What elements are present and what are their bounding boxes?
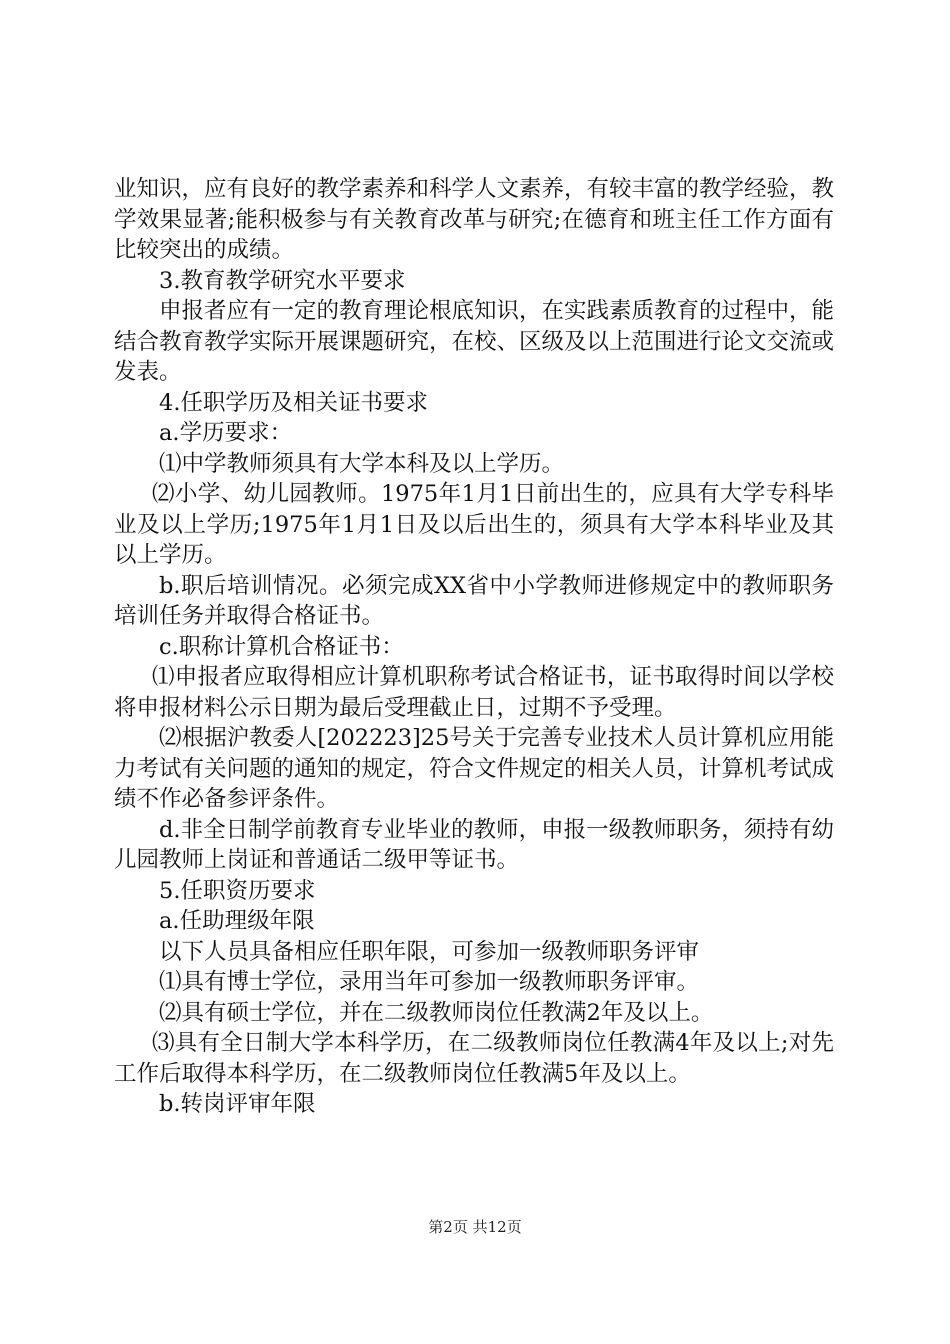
list-item: ⑴申报者应取得相应计算机职称考试合格证书，证书取得时间以学校将申报材料公示日期为最后受理截止日，过期不予受理。 [114,664,834,721]
heading-5: 5.任职资历要求 [159,877,316,904]
heading-4: 4.任职学历及相关证书要求 [159,389,428,416]
paragraph: 业知识，应有良好的教学素养和科学人文素养，有较丰富的教学经验，教学效果显著;能积极参与有关教育改革与研究;在德育和班主任工作方面有比较突出的成绩。 [114,176,835,263]
list-item: ⑶具有全日制大学本科学历，在二级教师岗位任教满4年及以上;对先工作后取得本科学历，在二级教师岗位任教满5年及以上。 [114,1030,834,1087]
list-item: ⑵具有硕士学位，并在二级教师岗位任教满2年及以上。 [159,999,714,1026]
list-item: ⑵根据沪教委人[202223]25号关于完善专业技术人员计算机应用能力考试有关问题的通知的规定，符合文件规定的相关人员，计算机考试成绩不作必备参评条件。 [114,725,835,812]
paragraph: 申报者应有一定的教育理论根底知识，在实践素质教育的过程中，能结合教育教学实际开展课题研究，在校、区级及以上范围进行论文交流或发表。 [114,298,835,385]
list-item: ⑵小学、幼儿园教师。1975年1月1日前出生的，应具有大学专科毕业及以上学历;1975年1月1日及以后出生的，须具有大学本科毕业及其以上学历。 [114,481,834,568]
subheading-b: b.职后培训情况。必须完成XX省中小学教师进修规定中的教师职务培训任务并取得合格证书。 [114,572,834,629]
document-body [114,174,834,1120]
list-item: ⑴具有博士学位，录用当年可参加一级教师职务评审。 [159,969,700,995]
subheading-b: b.转岗评审年限 [159,1091,316,1117]
subheading-a: a.学历要求： [159,420,293,446]
subheading-a: a.任助理级年限 [159,908,315,934]
list-item: ⑴中学教师须具有大学本科及以上学历。 [159,450,565,477]
page-footer: 第2页 共12页 [428,1218,522,1236]
subheading-c: c.职称计算机合格证书： [159,633,404,660]
heading-3: 3.教育教学研究水平要求 [159,267,406,294]
paragraph: 以下人员具备相应任职年限，可参加一级教师职务评审 [159,938,700,965]
subheading-d: d.非全日制学前教育专业毕业的教师，申报一级教师职务，须持有幼儿园教师上岗证和普通话二级甲等证书。 [114,816,834,873]
